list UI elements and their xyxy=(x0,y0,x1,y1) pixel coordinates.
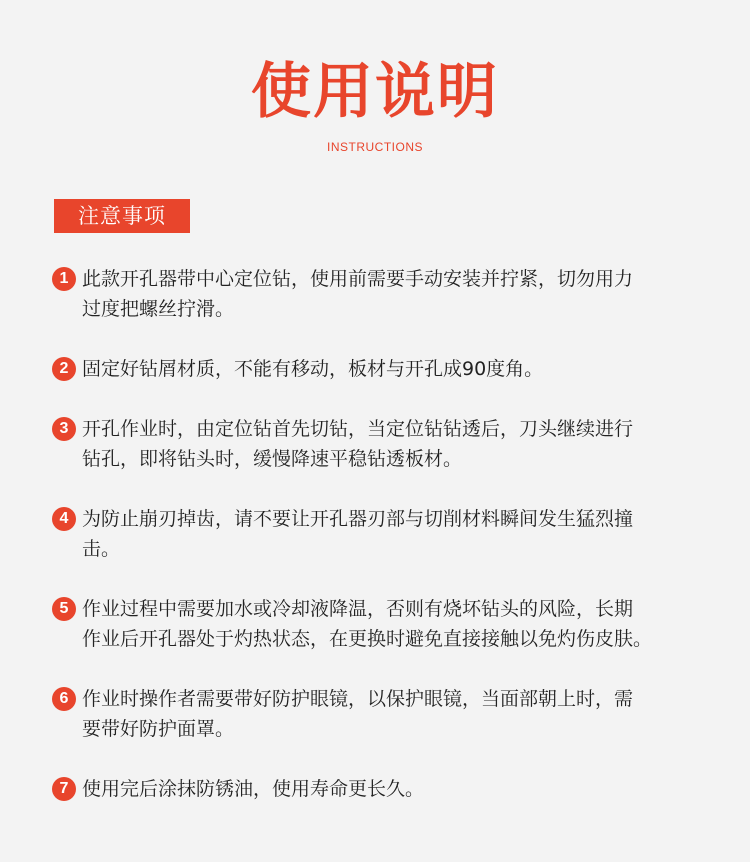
instruction-text-2: 固定好钻屑材质，不能有移动，板材与开孔成90度角。 xyxy=(82,358,544,380)
number-badge-3: 3 xyxy=(52,417,76,441)
instruction-text-3: 开孔作业时，由定位钻首先切钻，当定位钻钻透后，刀头继续进行 钻孔，即将钻头时，缓慢降速平稳钻透板材。 xyxy=(82,418,634,470)
instruction-text-1: 此款开孔器带中心定位钻，使用前需要手动安装并拧紧，切勿用力 过度把螺丝拧滑。 xyxy=(82,268,634,320)
page-subtitle: INSTRUCTIONS xyxy=(327,140,423,154)
number-badge-5: 5 xyxy=(52,597,76,621)
number-badge-2: 2 xyxy=(52,357,76,381)
number-badge-7: 7 xyxy=(52,777,76,801)
number-badge-6: 6 xyxy=(52,687,76,711)
page-title: 使用说明 xyxy=(251,57,499,127)
section-heading-badge: 注意事项 xyxy=(54,199,190,233)
instruction-text-7: 使用完后涂抹防锈油，使用寿命更长久。 xyxy=(82,778,425,800)
instruction-text-6: 作业时操作者需要带好防护眼镜，以保护眼镜，当面部朝上时，需 要带好防护面罩。 xyxy=(82,688,634,740)
instruction-text-4: 为防止崩刃掉齿，请不要让开孔器刃部与切削材料瞬间发生猛烈撞 击。 xyxy=(82,508,634,560)
number-badge-4: 4 xyxy=(52,507,76,531)
instruction-list xyxy=(52,0,742,862)
instruction-text-5: 作业过程中需要加水或冷却液降温，否则有烧坏钻头的风险，长期 作业后开孔器处于灼热状态，在更换时避免直接接触以免灼伤皮肤。 xyxy=(82,598,653,650)
number-badge-1: 1 xyxy=(52,267,76,291)
